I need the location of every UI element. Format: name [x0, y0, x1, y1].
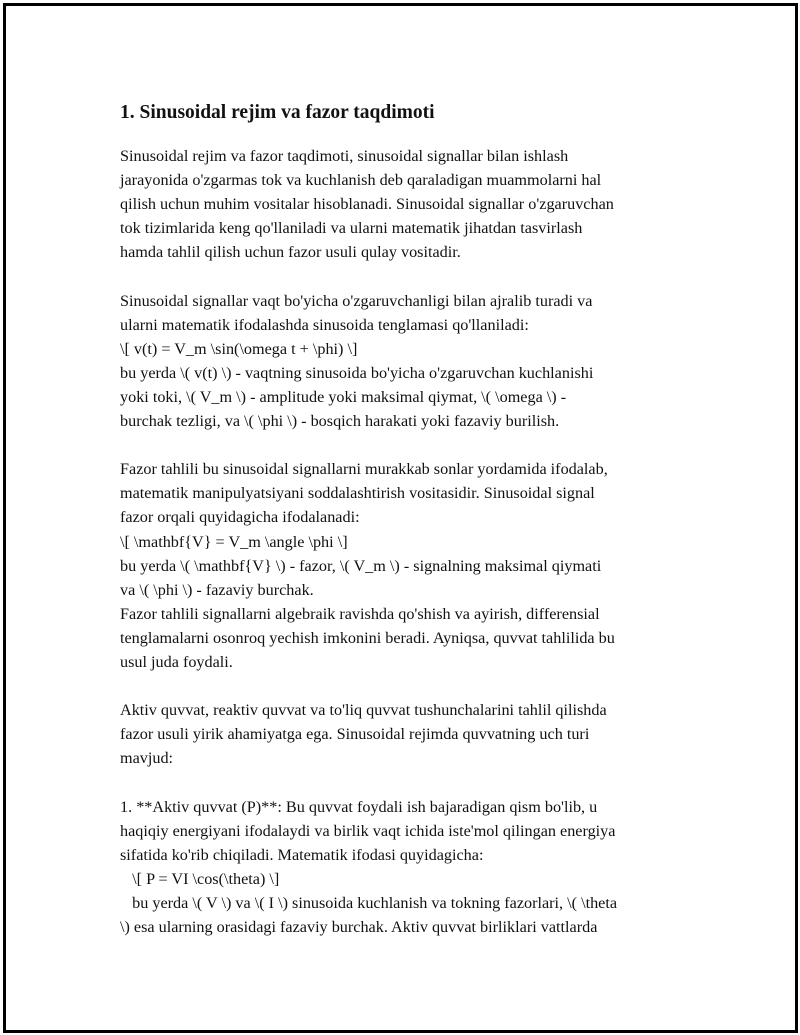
- text-line: Aktiv quvvat, reaktiv quvvat va to'liq quvvat tushunchalarini tahlil qilishda: [120, 701, 607, 720]
- document-body: [120, 94, 700, 963]
- text-line: Sinusoidal rejim va fazor taqdimoti, sinusoidal signallar bilan ishlash: [120, 147, 569, 165]
- text-line: ularni matematik ifodalashda sinusoida tenglamasi qo'llaniladi:: [120, 315, 529, 334]
- text-line: usul juda foydali.: [120, 652, 233, 671]
- text-line: fazor orqali quyidagicha ifodalanadi:: [120, 508, 360, 527]
- text-line: tenglamalarni osonroq yechish imkonini beradi. Ayniqsa, quvvat tahlilida bu: [120, 628, 615, 647]
- text-line: matematik manipulyatsiyani soddalashtirish vositasidir. Sinusoidal signal: [120, 484, 595, 503]
- text-line: tok tizimlarida keng qo'llaniladi va ularni matematik jihatdan tasvirlash: [120, 219, 583, 238]
- text-line: bu yerda \( v(t) \) - vaqtning sinusoida bo'yicha o'zgaruvchan kuchlanishi: [120, 363, 594, 382]
- section-heading: 1. Sinusoidal rejim va fazor taqdimoti: [120, 102, 435, 123]
- text-line: bu yerda \( V \) va \( I \) sinusoida kuchlanish va tokning fazorlari, \( \theta: [120, 893, 618, 912]
- text-line: yoki toki, \( V_m \) - amplitude yoki maksimal qiymat, \( \omega \) -: [120, 387, 567, 406]
- paragraph-phasor: [120, 457, 700, 674]
- text-line: qilish uchun muhim vositalar hisoblanadi. Sinusoidal signallar o'zgaruvchan: [120, 195, 614, 214]
- formula-line: \[ P = VI \cos(\theta) \]: [120, 869, 280, 888]
- text-line: Fazor tahlili bu sinusoidal signallarni murakkab sonlar yordamida ifodalab,: [120, 460, 608, 479]
- text-line: bu yerda \( \mathbf{V} \) - fazor, \( V_m \) - signalning maksimal qiymati: [120, 556, 602, 575]
- text-line: Fazor tahlili signallarni algebraik ravishda qo'shish va ayirish, differensial: [120, 604, 600, 623]
- paragraph-intro: [120, 144, 700, 264]
- text-line: jarayonida o'zgarmas tok va kuchlanish deb qaraladigan muammolarni hal: [120, 171, 602, 190]
- list-item-line: 1. **Aktiv quvvat (P)**: Bu quvvat foydali ish bajaradigan qism bo'lib, u: [120, 797, 598, 816]
- page-frame: [3, 3, 798, 1033]
- text-line: sifatida ko'rib chiqiladi. Matematik ifodasi quyidagicha:: [120, 845, 484, 864]
- text-line: hamda tahlil qilish uchun fazor usuli qulay vositadir.: [120, 243, 461, 262]
- text-line: \) esa ularning orasidagi fazaviy burchak. Aktiv quvvat birliklari vattlarda: [120, 918, 598, 936]
- formula-line: \[ v(t) = V_m \sin(\omega t + \phi) \]: [120, 339, 358, 358]
- formula-line: \[ \mathbf{V} = V_m \angle \phi \]: [120, 532, 348, 551]
- text-line: burchak tezligi, va \( \phi \) - bosqich harakati yoki fazaviy burilish.: [120, 412, 560, 431]
- text-line: haqiqiy energiyani ifodalaydi va birlik vaqt ichida iste'mol qilingan energiya: [120, 821, 616, 840]
- text-line: Sinusoidal signallar vaqt bo'yicha o'zgaruvchanligi bilan ajralib turadi va: [120, 291, 593, 310]
- text-line: va \( \phi \) - fazaviy burchak.: [120, 580, 314, 599]
- text-line: fazor usuli yirik ahamiyatga ega. Sinusoidal rejimda quvvatning uch turi: [120, 725, 590, 744]
- paragraph-power: [120, 698, 700, 770]
- paragraph-active-power: [120, 795, 700, 940]
- text-line: mavjud:: [120, 749, 174, 768]
- paragraph-sinusoid: [120, 289, 700, 434]
